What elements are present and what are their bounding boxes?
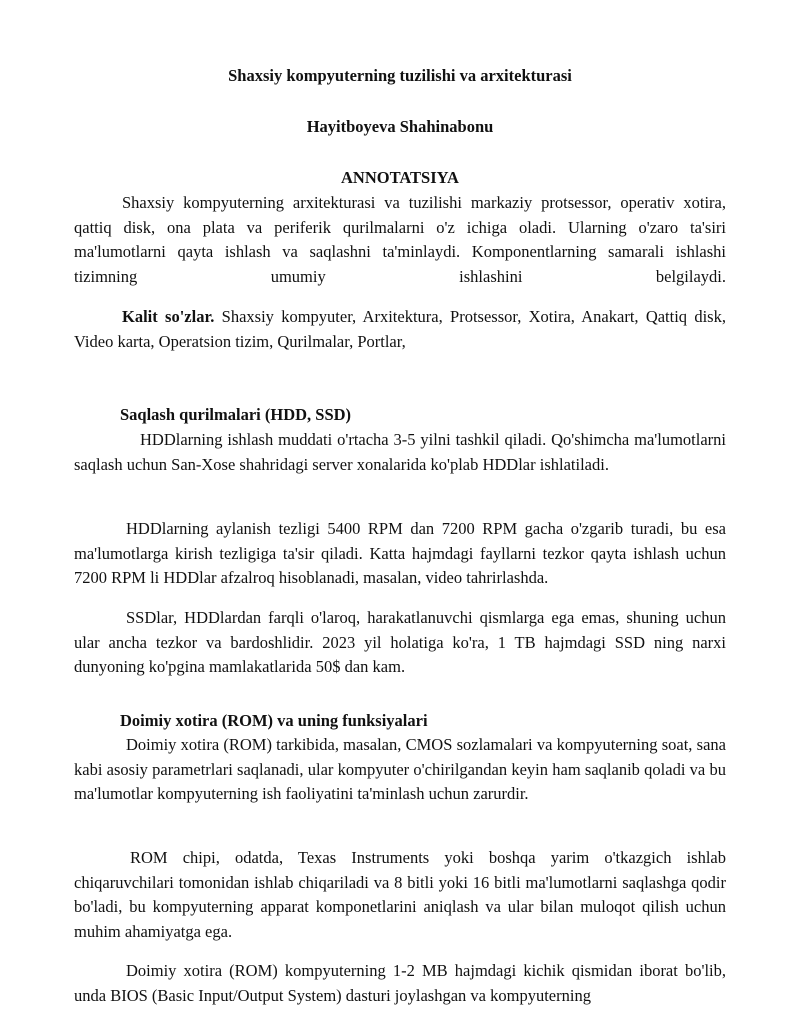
keywords-label: Kalit so'zlar. [122,307,215,326]
storage-paragraph-2: HDDlarning aylanish tezligi 5400 RPM dan 7200 RPM gacha o'zgarib turadi, bu esa ma'lumotlarga kirish tezligiga ta'sir qiladi. Katta hajmdagi fayllarni tezkor qayta ishlash uchun 7200 RPM li HDDlar afzalroq hisoblanadi, masalan, video tahrirlashda. [74,519,726,587]
storage-paragraph-3: SSDlar, HDDlardan farqli o'laroq, harakatlanuvchi qismlarga ega emas, shuning uchun ular ancha tezkor va bardoshlidir. 2023 yil holatiga ko'ra, 1 TB hajmdagi SSD ning narxi dunyoning ko'pgina mamlakatlarida 50$ dan kam. [74,608,726,676]
annotation-heading: ANNOTATSIYA [341,168,459,187]
rom-paragraph-3: Doimiy xotira (ROM) kompyuterning 1-2 MB hajmdagi kichik qismidan iborat bo'lib, unda BIOS (Basic Input/Output System) dasturi joylashgan va kompyuterning [74,961,726,1005]
document-title: Shaxsiy kompyuterning tuzilishi va arxitekturasi [228,66,572,85]
storage-paragraph-1: HDDlarning ishlash muddati o'rtacha 3-5 yilni tashkil qiladi. Qo'shimcha ma'lumotlarni saqlash uchun San-Xose shahridagi server xonalarida ko'plab HDDlar ishlatiladi. [74,430,726,474]
author-name: Hayitboyeva Shahinabonu [306,117,494,136]
rom-paragraph-2: ROM chipi, odatda, Texas Instruments yoki boshqa yarim o'tkazgich ishlab chiqaruvchilari tomonidan ishlab chiqariladi va 8 bitli yoki 16 bitli ma'lumotlarni saqlashga qodir bo'ladi, bu kompyuterning apparat komponetlarini aniqlash va ular bilan muloqot qilish uchun muhim ahamiyatga ega. [74,848,726,941]
keywords-paragraph [74,305,726,354]
rom-paragraph-1: Doimiy xotira (ROM) tarkibida, masalan, CMOS sozlamalari va kompyuterning soat, sana kabi asosiy parametrlari saqlanadi, ular kompyuter o'chirilgandan keyin ham saqlanib qoladi va bu ma'lumotlar kompyuterning ish faoliyatini ta'minlash uchun zarurdir. [74,735,726,803]
section-heading-rom: Doimiy xotira (ROM) va uning funksiyalari [120,711,428,730]
keywords-text: Shaxsiy kompyuter, Arxitektura, Protsessor, Xotira, Anakart, Qattiq disk, Video karta, Operatsion tizim, Qurilmalar, Portlar, [74,307,726,351]
section-heading-storage: Saqlash qurilmalari (HDD, SSD) [120,405,352,424]
annotation-paragraph: Shaxsiy kompyuterning arxitekturasi va tuzilishi markaziy protsessor, operativ xotira, qattiq disk, ona plata va periferik qurilmalarni o'z ichiga oladi. Ularning o'zaro ta'siri ma'lumotlarni qayta ishlash va saqlashni ta'minlaydi. Komponentlarning samarali ishlashi tizimning umumiy ishlashini belgilaydi. [74,193,726,286]
